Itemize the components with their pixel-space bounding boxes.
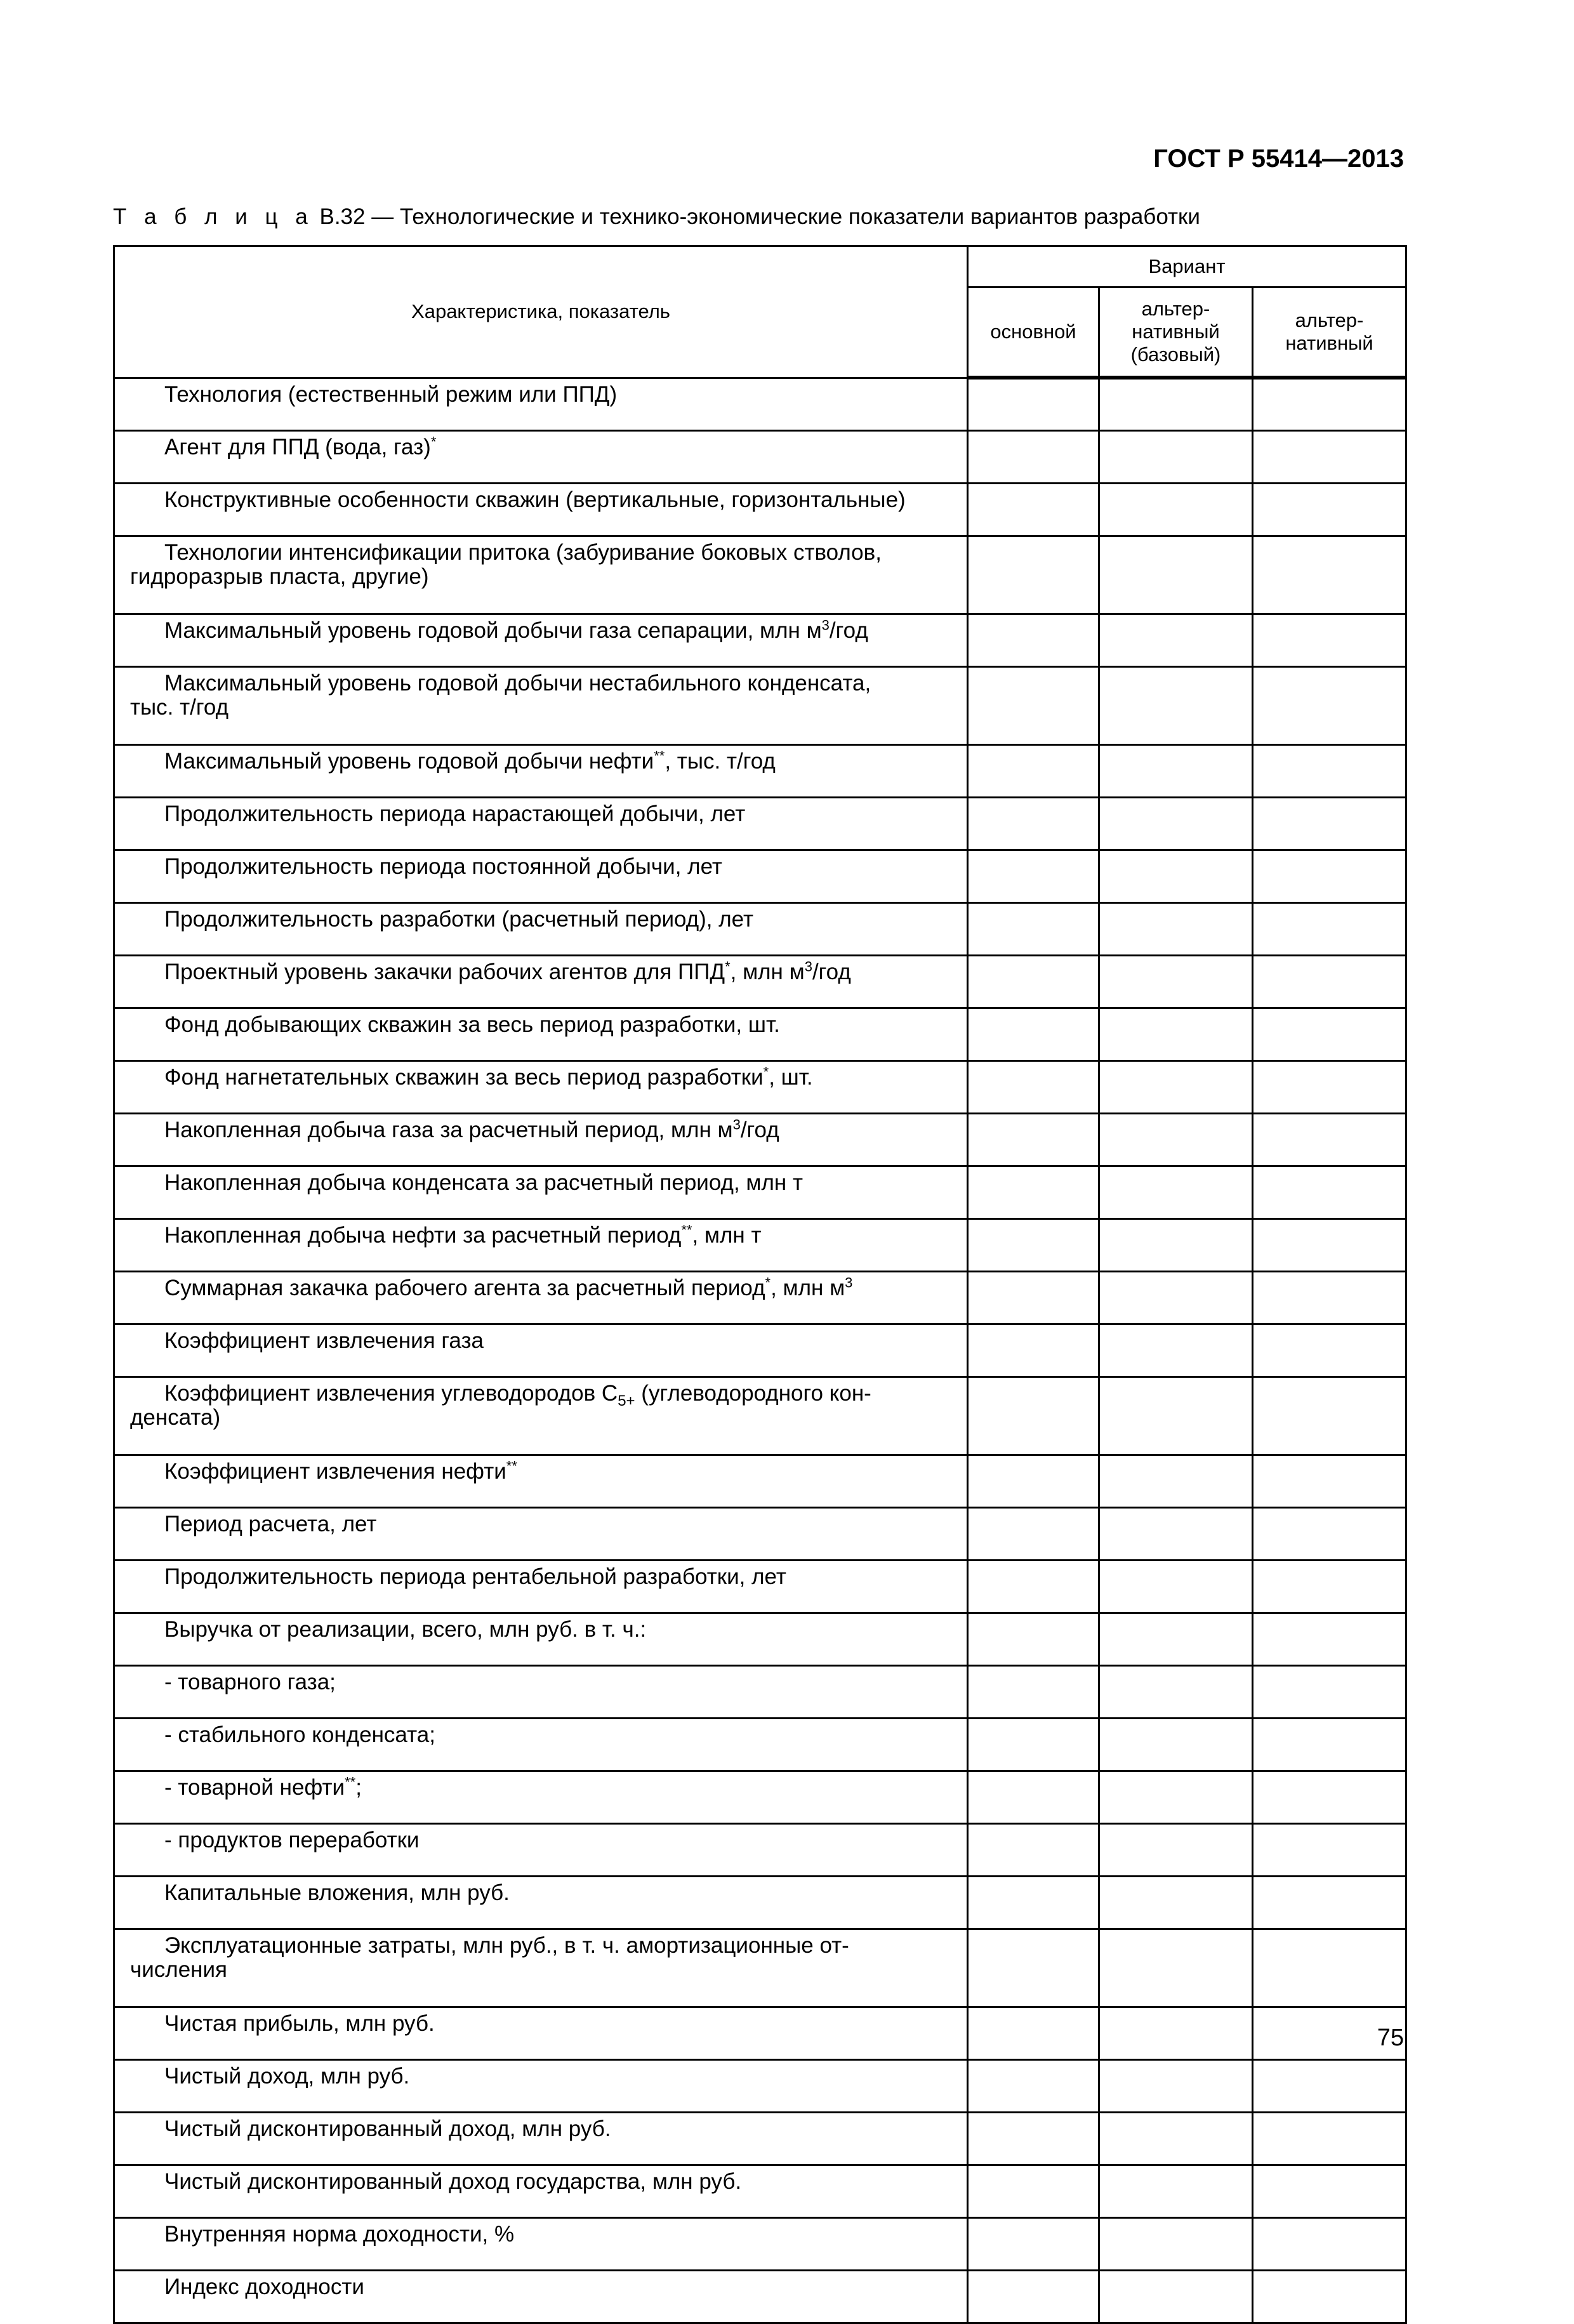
cell-alt-base xyxy=(1099,850,1253,902)
table-row xyxy=(114,1008,1406,1060)
cell-alt xyxy=(1253,850,1406,902)
cell-alt xyxy=(1253,378,1406,430)
cell-alt-base xyxy=(1099,2007,1253,2059)
row-text-text_b: , шт. xyxy=(769,1064,813,1090)
table-row xyxy=(114,850,1406,902)
cell-alt-base xyxy=(1099,378,1253,430)
row-text-text_a: Накопленная добыча нефти за расчетный период xyxy=(164,1222,682,1248)
row-text-text: Капитальные вложения, млн руб. xyxy=(164,1880,510,1905)
row-text-text: Коэффициент извлечения газа xyxy=(164,1328,484,1353)
cell-alt-base xyxy=(1099,2217,1253,2270)
cell-alt-base xyxy=(1099,614,1253,666)
row-text-sup: ** xyxy=(345,1773,356,1790)
row-text-line2: числения xyxy=(130,1957,228,1982)
row-text-sup: * xyxy=(430,433,437,449)
row-text-line2: гидроразрыв пласта, другие) xyxy=(130,564,429,589)
standard-designation: ГОСТ Р 55414—2013 xyxy=(1153,145,1404,173)
cell-main xyxy=(968,902,1099,955)
cell-main xyxy=(968,378,1099,430)
cell-alt-base xyxy=(1099,1377,1253,1455)
header-alt-line2: нативный xyxy=(1285,332,1373,354)
row-text-text: - товарного газа; xyxy=(164,1669,336,1694)
cell-main xyxy=(968,744,1099,797)
row-text-sub: 5+ xyxy=(618,1392,635,1410)
cell-main xyxy=(968,1113,1099,1166)
table-row xyxy=(114,430,1406,483)
cell-main xyxy=(968,1771,1099,1823)
table-row xyxy=(114,1455,1406,1507)
row-text-text: Чистый дисконтированный доход государства, млн руб. xyxy=(164,2169,742,2194)
cell-main xyxy=(968,614,1099,666)
row-label xyxy=(114,378,968,430)
table-row xyxy=(114,797,1406,850)
cell-main xyxy=(968,1823,1099,1876)
row-text-line1: Технологии интенсификации притока (забуривание боковых стволов, xyxy=(164,539,882,565)
row-label xyxy=(114,1060,968,1113)
cell-alt xyxy=(1253,1271,1406,1324)
row-label xyxy=(114,2270,968,2323)
cell-main xyxy=(968,2112,1099,2165)
cell-alt xyxy=(1253,1166,1406,1218)
cell-alt-base xyxy=(1099,2270,1253,2323)
cell-main xyxy=(968,1560,1099,1613)
cell-alt-base xyxy=(1099,1771,1253,1823)
cell-main xyxy=(968,1665,1099,1718)
cell-alt xyxy=(1253,1218,1406,1271)
cell-alt xyxy=(1253,2059,1406,2112)
row-label xyxy=(114,1008,968,1060)
header-alt-line1: альтер- xyxy=(1295,309,1364,331)
cell-alt xyxy=(1253,2112,1406,2165)
header-main-label: основной xyxy=(990,320,1076,343)
cell-alt xyxy=(1253,1876,1406,1929)
cell-main xyxy=(968,666,1099,744)
cell-main xyxy=(968,1718,1099,1771)
cell-main xyxy=(968,430,1099,483)
row-label xyxy=(114,1113,968,1166)
table-row xyxy=(114,955,1406,1008)
row-text-text: - продуктов переработки xyxy=(164,1827,420,1852)
cell-alt-base xyxy=(1099,536,1253,614)
row-text-sup: * xyxy=(725,958,731,974)
header-alt-base-line1: альтер- xyxy=(1141,298,1210,320)
cell-main xyxy=(968,483,1099,536)
row-label xyxy=(114,430,968,483)
cell-alt xyxy=(1253,1613,1406,1665)
row-text-text_b: ; xyxy=(355,1774,362,1800)
cell-alt xyxy=(1253,1113,1406,1166)
cell-alt xyxy=(1253,1455,1406,1507)
table-row xyxy=(114,1929,1406,2007)
row-text-text_a: Максимальный уровень годовой добычи нефти xyxy=(164,748,654,774)
row-label xyxy=(114,1507,968,1560)
cell-main xyxy=(968,2059,1099,2112)
cell-alt xyxy=(1253,744,1406,797)
row-text-sup: * xyxy=(765,1274,771,1290)
cell-main xyxy=(968,2007,1099,2059)
cell-alt-base xyxy=(1099,1166,1253,1218)
row-text-text: Продолжительность периода нарастающей добычи, лет xyxy=(164,801,746,826)
row-label xyxy=(114,2059,968,2112)
row-label xyxy=(114,1166,968,1218)
header-main xyxy=(968,287,1099,378)
header-alt-base-line2: нативный xyxy=(1132,320,1220,343)
table-row xyxy=(114,1377,1406,1455)
row-text-sup: 3 xyxy=(821,616,830,633)
cell-alt-base xyxy=(1099,1455,1253,1507)
cell-alt xyxy=(1253,2270,1406,2323)
row-label xyxy=(114,1665,968,1718)
row-text-text: Индекс доходности xyxy=(164,2274,364,2299)
cell-main xyxy=(968,1166,1099,1218)
row-label xyxy=(114,1718,968,1771)
table-row xyxy=(114,1560,1406,1613)
row-label xyxy=(114,666,968,744)
row-text-text: - стабильного конденсата; xyxy=(164,1722,435,1747)
header-variant-label: Вариант xyxy=(1148,255,1226,277)
cell-main xyxy=(968,1218,1099,1271)
cell-main xyxy=(968,1324,1099,1377)
cell-alt-base xyxy=(1099,1060,1253,1113)
row-text-text_c: /год xyxy=(812,959,851,984)
row-text-text: Накопленная добыча конденсата за расчетный период, млн т xyxy=(164,1170,803,1195)
row-text-text_a: Коэффициент извлечения нефти xyxy=(164,1458,506,1484)
cell-alt xyxy=(1253,1060,1406,1113)
table-row xyxy=(114,902,1406,955)
row-text-text: Период расчета, лет xyxy=(164,1511,377,1536)
cell-main xyxy=(968,1455,1099,1507)
row-label xyxy=(114,1218,968,1271)
cell-alt-base xyxy=(1099,1507,1253,1560)
cell-main xyxy=(968,1060,1099,1113)
cell-alt-base xyxy=(1099,1324,1253,1377)
table-body xyxy=(114,378,1406,2323)
table-row xyxy=(114,1613,1406,1665)
row-label xyxy=(114,2112,968,2165)
cell-alt-base xyxy=(1099,955,1253,1008)
row-text-text: Продолжительность периода постоянной добычи, лет xyxy=(164,854,722,879)
header-characteristic xyxy=(114,246,968,378)
cell-alt-base xyxy=(1099,2112,1253,2165)
row-label xyxy=(114,744,968,797)
header-variant xyxy=(968,246,1406,287)
cell-alt-base xyxy=(1099,1876,1253,1929)
table-row xyxy=(114,1060,1406,1113)
cell-main xyxy=(968,2165,1099,2217)
row-text-line2: денсата) xyxy=(130,1404,221,1430)
table-row xyxy=(114,483,1406,536)
cell-main xyxy=(968,1008,1099,1060)
cell-alt xyxy=(1253,797,1406,850)
cell-main xyxy=(968,1507,1099,1560)
cell-main xyxy=(968,1876,1099,1929)
cell-alt xyxy=(1253,536,1406,614)
table-row xyxy=(114,1876,1406,1929)
table-row xyxy=(114,1218,1406,1271)
row-text-text_a: Суммарная закачка рабочего агента за расчетный период xyxy=(164,1275,765,1300)
cell-alt-base xyxy=(1099,902,1253,955)
row-text-text_a: Коэффициент извлечения углеводородов С xyxy=(164,1380,618,1406)
table-row xyxy=(114,2217,1406,2270)
row-text-text_a: Фонд нагнетательных скважин за весь период разработки xyxy=(164,1064,764,1090)
cell-alt-base xyxy=(1099,1613,1253,1665)
cell-main xyxy=(968,1377,1099,1455)
row-label xyxy=(114,1771,968,1823)
header-alt-base xyxy=(1099,287,1253,378)
row-text-sup: * xyxy=(763,1063,769,1079)
row-text-text_a: Проектный уровень закачки рабочих агентов для ППД xyxy=(164,959,725,984)
row-label xyxy=(114,1455,968,1507)
cell-alt-base xyxy=(1099,1718,1253,1771)
cell-alt-base xyxy=(1099,483,1253,536)
cell-alt-base xyxy=(1099,1560,1253,1613)
cell-alt-base xyxy=(1099,1929,1253,2007)
cell-main xyxy=(968,1929,1099,2007)
row-text-sup: ** xyxy=(506,1457,517,1474)
row-text-line2: тыс. т/год xyxy=(130,694,229,720)
table-row xyxy=(114,1771,1406,1823)
row-text-text: Конструктивные особенности скважин (вертикальные, горизонтальные) xyxy=(164,487,906,512)
row-text-text_a: Накопленная добыча газа за расчетный период, млн м xyxy=(164,1117,733,1142)
row-text-text_b: , тыс. т/год xyxy=(665,748,776,774)
cell-alt-base xyxy=(1099,1113,1253,1166)
row-text-text: Фонд добывающих скважин за весь период разработки, шт. xyxy=(164,1012,780,1037)
caption-label: Т а б л и ц а xyxy=(113,204,314,229)
cell-alt-base xyxy=(1099,1008,1253,1060)
cell-alt xyxy=(1253,1771,1406,1823)
cell-alt-base xyxy=(1099,1665,1253,1718)
header-alt xyxy=(1253,287,1406,378)
row-label xyxy=(114,2007,968,2059)
row-label xyxy=(114,1929,968,2007)
table-row xyxy=(114,666,1406,744)
cell-alt xyxy=(1253,483,1406,536)
row-text-text_b: /год xyxy=(829,617,868,643)
row-text-text: Агент для ППД (вода, газ) xyxy=(164,434,431,459)
row-label xyxy=(114,850,968,902)
cell-main xyxy=(968,850,1099,902)
cell-alt xyxy=(1253,1929,1406,2007)
table-row xyxy=(114,2165,1406,2217)
table-row xyxy=(114,536,1406,614)
table-row xyxy=(114,2007,1406,2059)
cell-main xyxy=(968,1613,1099,1665)
table-row xyxy=(114,2112,1406,2165)
row-text-sup2: 3 xyxy=(845,1274,853,1290)
table-row xyxy=(114,1113,1406,1166)
row-text-sup: ** xyxy=(654,747,665,763)
table-row xyxy=(114,1507,1406,1560)
row-text-line1: Эксплуатационные затраты, млн руб., в т. ч. амортизационные от- xyxy=(164,1932,849,1958)
cell-main xyxy=(968,2270,1099,2323)
row-label xyxy=(114,1876,968,1929)
row-label xyxy=(114,1324,968,1377)
table-row xyxy=(114,744,1406,797)
cell-alt-base xyxy=(1099,430,1253,483)
cell-alt-base xyxy=(1099,2059,1253,2112)
cell-alt xyxy=(1253,614,1406,666)
row-label xyxy=(114,2165,968,2217)
cell-alt-base xyxy=(1099,1218,1253,1271)
table-row xyxy=(114,2270,1406,2323)
row-text-text: Продолжительность периода рентабельной разработки, лет xyxy=(164,1564,786,1589)
row-label xyxy=(114,1560,968,1613)
cell-alt xyxy=(1253,1560,1406,1613)
row-text-line1: Максимальный уровень годовой добычи нестабильного конденсата, xyxy=(164,670,871,696)
header-characteristic-label: Характеристика, показатель xyxy=(411,300,670,323)
cell-main xyxy=(968,1271,1099,1324)
cell-alt xyxy=(1253,1718,1406,1771)
cell-alt xyxy=(1253,902,1406,955)
row-text-text_b: , млн т xyxy=(692,1222,762,1248)
row-text-text_b: /год xyxy=(740,1117,779,1142)
cell-alt-base xyxy=(1099,666,1253,744)
table-row xyxy=(114,614,1406,666)
table-row xyxy=(114,1823,1406,1876)
cell-alt-base xyxy=(1099,2165,1253,2217)
cell-alt xyxy=(1253,1823,1406,1876)
row-label xyxy=(114,614,968,666)
row-label xyxy=(114,536,968,614)
table-caption xyxy=(113,204,1200,230)
row-label xyxy=(114,1613,968,1665)
table-row xyxy=(114,1665,1406,1718)
cell-alt xyxy=(1253,955,1406,1008)
row-label xyxy=(114,483,968,536)
row-label xyxy=(114,2217,968,2270)
row-text-text_b: , млн м xyxy=(730,959,805,984)
cell-alt xyxy=(1253,666,1406,744)
row-text-text: Технология (естественный режим или ППД) xyxy=(164,381,618,407)
row-label xyxy=(114,1377,968,1455)
cell-alt xyxy=(1253,1377,1406,1455)
row-text-sup: 3 xyxy=(732,1116,741,1132)
row-text-text_a: - товарной нефти xyxy=(164,1774,345,1800)
cell-alt xyxy=(1253,1665,1406,1718)
row-text-sup: ** xyxy=(681,1221,692,1238)
cell-alt-base xyxy=(1099,1823,1253,1876)
cell-alt xyxy=(1253,430,1406,483)
row-label xyxy=(114,1823,968,1876)
cell-main xyxy=(968,955,1099,1008)
cell-alt xyxy=(1253,2165,1406,2217)
cell-main xyxy=(968,536,1099,614)
row-text-sup2: 3 xyxy=(804,958,812,974)
page-number: 75 xyxy=(1377,2024,1404,2051)
cell-alt xyxy=(1253,2217,1406,2270)
table-row xyxy=(114,378,1406,430)
table-row xyxy=(114,1718,1406,1771)
cell-main xyxy=(968,797,1099,850)
caption-title: — Технологические и технико-экономические показатели вариантов разработки xyxy=(371,204,1200,229)
row-text-text_b: , млн м xyxy=(770,1275,845,1300)
row-text-text: Продолжительность разработки (расчетный период), лет xyxy=(164,906,754,932)
caption-number: В.32 xyxy=(319,204,366,229)
cell-alt xyxy=(1253,1507,1406,1560)
row-label xyxy=(114,1271,968,1324)
cell-alt-base xyxy=(1099,1271,1253,1324)
table-row xyxy=(114,1271,1406,1324)
indicators-table xyxy=(113,245,1405,2324)
row-text-text: Чистый дисконтированный доход, млн руб. xyxy=(164,2116,611,2141)
row-text-text: Чистый доход, млн руб. xyxy=(164,2063,410,2089)
table-row xyxy=(114,1324,1406,1377)
cell-main xyxy=(968,2217,1099,2270)
row-text-text_a: Максимальный уровень годовой добычи газа сепарации, млн м xyxy=(164,617,822,643)
cell-alt xyxy=(1253,1008,1406,1060)
row-text-text: Чистая прибыль, млн руб. xyxy=(164,2010,435,2036)
header-alt-base-line3: (базовый) xyxy=(1130,343,1221,366)
table-row xyxy=(114,1166,1406,1218)
row-label xyxy=(114,902,968,955)
cell-alt xyxy=(1253,1324,1406,1377)
row-label xyxy=(114,955,968,1008)
table-row xyxy=(114,2059,1406,2112)
row-label xyxy=(114,797,968,850)
row-text-text: Внутренняя норма доходности, % xyxy=(164,2221,515,2247)
cell-alt-base xyxy=(1099,797,1253,850)
cell-alt-base xyxy=(1099,744,1253,797)
row-text-text: Выручка от реализации, всего, млн руб. в т. ч.: xyxy=(164,1616,647,1642)
row-text-text_b: (углеводородного кон- xyxy=(635,1380,871,1406)
